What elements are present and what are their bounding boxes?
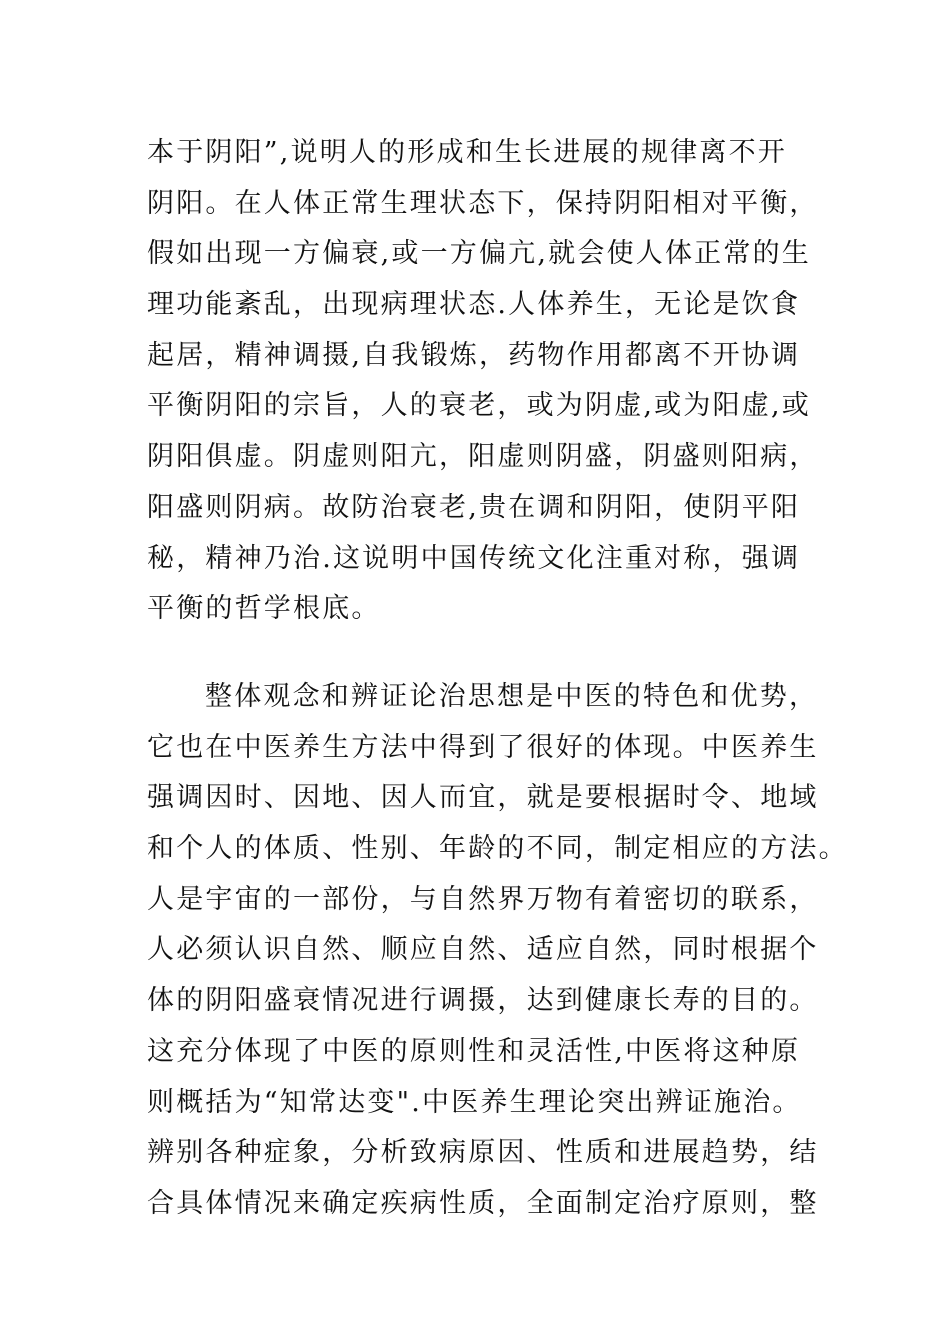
text-line: 这充分体现了中医的原则性和灵活性,中医将这种原 (147, 1035, 801, 1067)
text-line: 人必须认识自然、顺应自然、适应自然，同时根据个 (147, 934, 819, 966)
text-line: 则概括为“知常达变".中医养生理论突出辨证施治。 (147, 1086, 802, 1118)
text-line: 阳盛则阴病。故防治衰老,贵在调和阴阳，使阴平阳 (147, 491, 801, 523)
text-line: 体的阴阳盛衰情况进行调摄，达到健康长寿的目的。 (147, 985, 819, 1017)
text-line: 阴阳。在人体正常生理状态下，保持阴阳相对平衡， (147, 187, 819, 219)
text-line: 起居，精神调摄,自我锻炼，药物作用都离不开协调 (147, 339, 801, 371)
text-line: 本于阴阳”,说明人的形成和生长进展的规律离不开 (147, 137, 787, 168)
paragraph-2 (147, 672, 848, 1230)
text-line: 平衡的哲学根底。 (147, 593, 381, 625)
text-line: 理功能紊乱，出现病理状态.人体养生，无论是饮食 (147, 289, 801, 321)
paragraph-1 (147, 128, 837, 635)
text-line: 它也在中医养生方法中得到了很好的体现。中医养生 (147, 731, 819, 763)
text-line: 辨别各种症象，分析致病原因、性质和进展趋势，结 (147, 1137, 819, 1169)
text-line: 合具体情况来确定疾病性质，全面制定治疗原则，整 (147, 1187, 819, 1219)
text-line: 人是宇宙的一部份，与自然界万物有着密切的联系， (147, 883, 819, 915)
text-line: 平衡阴阳的宗旨，人的衰老，或为阴虚,或为阳虚,或 (147, 390, 811, 422)
text-line: 秘，精神乃治.这说明中国传统文化注重对称，强调 (147, 542, 801, 574)
text-line: 和个人的体质、性别、年龄的不同，制定相应的方法。 (147, 833, 848, 865)
text-line: 阴阳俱虚。阴虚则阳亢，阳虚则阴盛，阴盛则阳病， (147, 441, 819, 473)
text-line: 假如出现一方偏衰,或一方偏亢,就会使人体正常的生 (147, 238, 811, 270)
text-line: 强调因时、因地、因人而宜，就是要根据时令、地域 (147, 782, 819, 814)
text-line: 整体观念和辨证论治思想是中医的特色和优势， (205, 681, 819, 712)
